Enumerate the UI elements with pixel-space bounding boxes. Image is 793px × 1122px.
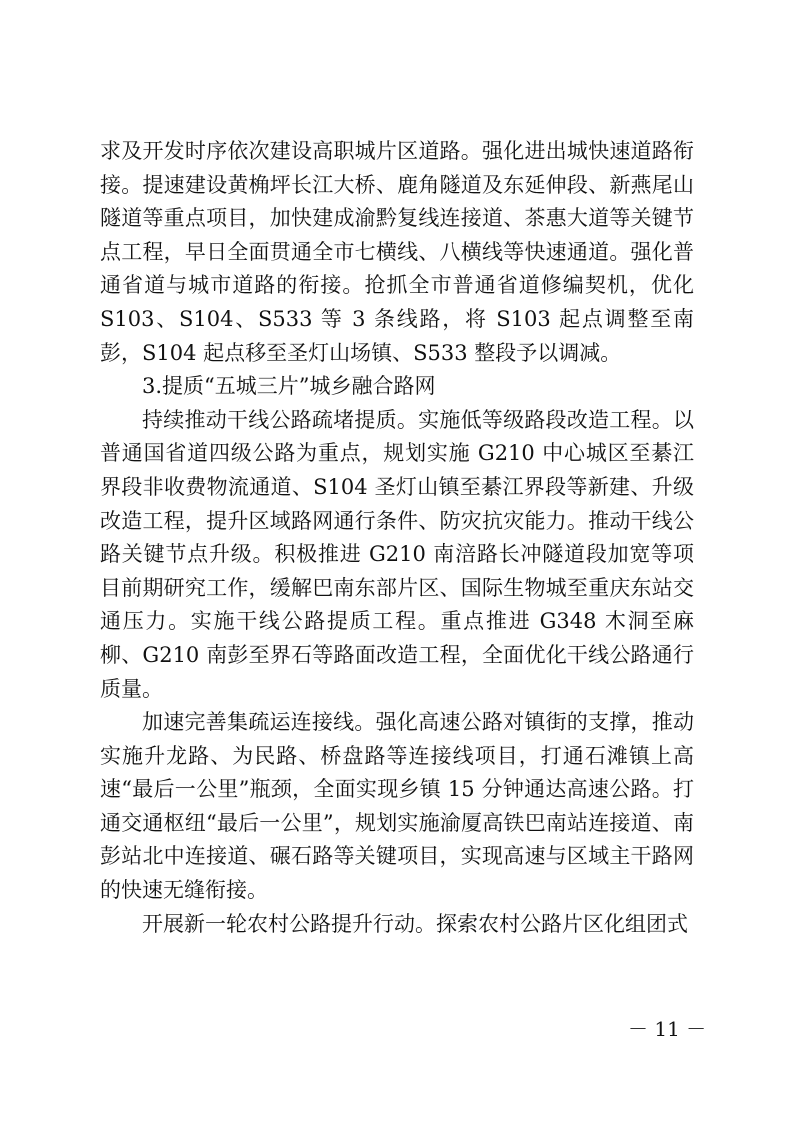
paragraph-rural-roads: 开展新一轮农村公路提升行动。探索农村公路片区化组团式	[142, 911, 688, 936]
paragraph-connector-lines: 加速完善集疏运连接线。强化高速公路对镇街的支撑，推动实施升龙路、为民路、桥盘路等连接线项目，打通石滩镇上高速“最后一公里”瓶颈，全面实现乡镇 15 分钟通达高速公路。打通交通枢纽“最后一公里”，规划实施渝厦高铁巴南站连接道、南彭站北中连接道、碾石路等关键项目，实现高速与区域主干路网的快速无缝衔接。	[100, 710, 694, 903]
paragraph-continuation: 求及开发时序依次建设高职城片区道路。强化进出城快速道路衔接。提速建设黄桷坪长江大桥、鹿角隧道及东延伸段、新燕尾山隧道等重点项目，加快建成渝黔复线连接道、茶惠大道等关键节点工程，早日全面贯通全市七横线、八横线等快速通道。强化普通省道与城市道路的衔接。抢抓全市普通省道修编契机，优化S103、S104、S533 等 3 条线路，将 S103 起点调整至南彭，S104 起点移至圣灯山场镇、S533 整段予以调减。	[100, 139, 694, 365]
section-heading: 3.提质“五城三片”城乡融合路网	[142, 374, 436, 399]
body-text	[100, 135, 694, 941]
page-number: － 11 －	[628, 1017, 707, 1041]
paragraph-trunk-roads: 持续推动干线公路疏堵提质。实施低等级路段改造工程。以普通国省道四级公路为重点，规划实施 G210 中心城区至綦江界段非收费物流通道、S104 圣灯山镇至綦江界段等新建、升级改造工程，提升区域路网通行条件、防灾抗灾能力。推动干线公路关键节点升级。积极推进 G210 南涪路长冲隧道段加宽等项目前期研究工作，缓解巴南东部片区、国际生物城至重庆东站交通压力。实施干线公路提质工程。重点推进 G348 木洞至麻柳、G210 南彭至界石等路面改造工程，全面优化干线公路通行质量。	[100, 407, 694, 701]
